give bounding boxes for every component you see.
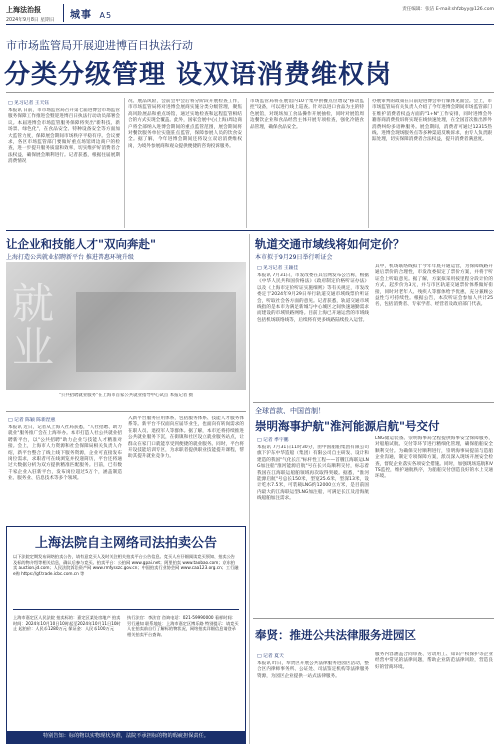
- story2-title: 让企业和技能人才"双向奔赴": [6, 237, 156, 251]
- story4-kicker: 全球首款、中国首制！: [255, 407, 325, 415]
- col-divider: [124, 98, 125, 228]
- story2-col-2: 入新平台服务应用体系，包括服务体系、技能人才服务体系等。新平台不仅面向应届毕业生，也面向有转岗需求的在职人员、退役军人等群体。据了解，本市还将持续推进公共就业服务下沉，在街镇和社区设立就业服务站点，让群众在家门口就能享受到便捷的就业服务。同时，平台将开设技能培训专区，为求职者提供职业技能提升课程，帮助其提升就业竞争力。: [128, 416, 244, 460]
- story3-col-2: 其中，机场联络线拟于今年年底开通运营，为保障线路开通后票价的合理性，市发改委拟定了票价方案，并将于听证会上听取意见。据了解，方案拟采用按里程分段计价的方式，起步价为3元，并与市区轨道交通票价体系做好衔接，同时对老年人、残疾人等群体给予优惠，充分兼顾公益性与可持续性。根据公告，本次听证会参加人共计25名，包括消费者、专家学者、经营者及政府部门代表。: [375, 264, 493, 308]
- lead-col-4: 办展审判的政策在日前迎进博会举行媒体见面会。会上，市市场监管局有关负责人介绍了今年进博会期间市场监管部门在维护消费者权益方面的"1+N"工作安排，同时进博会外籍客商消费投诉将实现在线快速处理，在全国首次推出涉外消费纠纷多语种服务。展会期间，消费者可通过12315热线、进博会现场服务点等多种渠道反映诉求，由专人负责跟踪处理，切实保障消费者合法权益，提升消费者满意度。: [372, 99, 492, 143]
- section-label: [70, 6, 112, 21]
- issue-date: 2024年9月8日 星期日: [6, 18, 55, 23]
- section-name: 城事: [70, 10, 92, 21]
- story4-col-1: 本报讯 7月31日11时30分，由中国船舶集团有限公司旗下沪东中华造船（集团）有限公司自主研发、设计和建造的我国"气化长江"标杆性工程——首艘江海联运LNG加注船"淮河能源启航"号在长兴岛顺利交付，标志着我国在江海联运船舶领域再次取得突破。据悉，"淮河能源启航"号总长150米，型宽25.6米，型深13米，设计吃水7.5米，可装载LNG约12000立方米，是目前国内最大的江海联运型LNG加注船，可满足长江及沿海航线船舶加注需求。: [257, 445, 369, 502]
- auction-notice-title: 上海法院自主网络司法拍卖公告: [34, 536, 217, 551]
- story5-byline: □ 记者 夏天: [257, 654, 284, 659]
- story4-rule: [253, 402, 494, 403]
- story3-byline: □ 见习记者 王颖佳: [257, 266, 299, 271]
- auction-right-block: 执行法官：李法官 咨询电话：021-59990000 看样时间：另行通知 联系地址：上海市嘉定区博乐路 特别提示：请竞买人在拍卖前自行了解标的物状况，网络拍卖详细信息请登录相关拍卖平台查询。: [127, 615, 239, 637]
- story2-byline: □ 记者 陈颖 陈新涅惠: [8, 418, 56, 423]
- story5-rule: [253, 618, 494, 619]
- col-divider: [246, 98, 247, 228]
- story3-title: 轨道交通市域线将如何定价？: [255, 237, 405, 251]
- header-divider: [63, 4, 64, 22]
- auction-left-block: 上海市嘉定区人民法院 拍卖标的：嘉定区某处房地产 拍卖时间：2024年10月10日10时起至2024年10月11日10时止 起拍价：人民币1280万元 保证金：人民币100万元: [13, 615, 121, 632]
- auction-divider: [13, 609, 239, 610]
- photo-overlay-glyph: 就 业: [12, 279, 55, 372]
- lead-bottom-rule: [6, 230, 494, 231]
- story3-col-1: 本报讯 7月31日，市发改委在其官网发布公告称，根据《中华人民共和国价格法》《政府制定价格听证办法》以及《上海市定价听证实施细则》等有关规定，市发改委定于2024年9月29日举行轨道交通市域线票价听证会，听取社会各方面的意见。记者获悉，轨道交通市域线指的是本市为满足新城与中心城区之间快速通勤需求而建设的市域铁路网络。目前上海已开通运营的市域线包括机场联络线等，后续将有更多线路陆续投入运营。: [257, 273, 369, 323]
- story2-col-1: 本报讯 近日，记者从上海人社局获悉，"人社招聘、助力就业"服务推广会在上海举办。本市打造人社公共就业招聘新平台，以"公共招聘"助力企业与技能人才精准对接。会上，上海市人力资源和社会保障局相关负责人介绍，新平台整合了线上线下服务资源，企业可直接发布岗位需求，求职者可在线浏览并投递简历，平台还将通过大数据分析为双方提供精准匹配服务。目前，已有数千家企业入驻新平台，发布岗位超过5万个，涵盖制造业、服务业、信息技术等多个领域。: [8, 425, 122, 482]
- masthead-logo: 上海法治报: [6, 5, 41, 14]
- story2-caption: "公共招聘就业服务"在上海市首家公共就业指导中心试点 本报记者 摄: [58, 393, 194, 398]
- story2-subtitle: 上海打造公共就业招聘新平台 推进普惠环境升级: [6, 254, 134, 261]
- col-divider: [368, 98, 369, 228]
- story5-col-2: 服务内容涵盖合同审查、劳动用工、知识产权保护等企业经营中常见的法律问题，帮助企业防范法律风险，营造良好的营商环境。: [375, 652, 493, 670]
- lead-kicker: 市市场监管局开展迎进博百日执法行动: [6, 39, 193, 52]
- editor-info: 责任编辑：张洁 E-mail:shfzbyy@126.com: [402, 7, 494, 12]
- story5-title: 奉贤：推进公共法律服务进园区: [255, 628, 416, 642]
- story4-byline: □ 记者 季宇鹏: [257, 438, 289, 443]
- auction-notice-box: [6, 526, 246, 744]
- lead-col-1: 本报讯 日前，市市场监管局召开第七届进博会市场监管服务保障工作推进会暨迎进博百日执法行动动员部署会议。本届进博会市场监管服务保障将突出"新科技、新场景、绿色化"，在食品安全、特种设备安全等方面加大监管力度，保障展会期间市场秩序平稳有序。会议要求，各区市场监管部门要做好重点场馆周边商户的检查，进一步提升服务质量和效率，切实维护好消费者合法权益，确保展会顺利进行。记者获悉，根据往届展期消费情况: [8, 108, 120, 165]
- lead-col-2: 况、展品风险，会前会中会后将分阶段开展检查工作，市市场监管局将对进博会展商实施分类分级管理，聚焦高风险展品和重点场馆，通过实地检查和远程监管相结合的方式实现全覆盖。此外，国家会展中心(上海)周边商户将全部纳入进博会期间的重点监管范围，展会期间将对餐饮服务单位实施驻点监管，保障参展人员的饮食安全。据了解，今年进博会期间还将设立双语消费维权岗，为境外参展商和观众提供便捷的咨询投诉服务。: [128, 99, 242, 149]
- job-fair-photo: [6, 262, 246, 390]
- page-column-divider: [249, 234, 250, 744]
- photo-crowd: [76, 292, 236, 372]
- story3-subtitle: 本市拟于9月29日举行听证会: [255, 254, 333, 261]
- story4-title: 崇明海事护航"淮河能源启航"号交付: [255, 419, 440, 433]
- story2-rule: [6, 411, 246, 412]
- header-rule: [6, 24, 494, 25]
- auction-footer: 特别告知：标的物以实物现状为准，法院不承担标的物的瑕疵担保责任。: [7, 731, 245, 743]
- story4-col-2: LNG储运装备。崇明海事局全程提供海事安全保障服务，对船舶试航、交付等环节进行精细化管理，确保船舶安全顺利交付。为确保交付顺利进行，崇明海事局提前与造船企业沟通，制定专项保障方案，派员深入现场开展安全检查，督促企业落实各项安全措施。同时，加强现场巡航和VTS监控，维护通航秩序，为船舶交付创造良好的水上交通环境。: [375, 436, 493, 480]
- lead-byline: □ 见习记者 王天钰: [8, 101, 50, 106]
- lead-rule: [6, 92, 494, 93]
- lead-headline: 分类分级管理 设双语消费维权岗: [4, 60, 393, 90]
- auction-notice-body: 以下法院定期发布网络拍卖公告，请有意竞买人及时关注相关拍卖平台公告信息。竞买人应仔细阅读竞买须知、拍卖公告及标的物介绍等相关信息，确认后参与竞买。拍卖平台：公拍网 www.gpai.net；阿里拍卖 www.taobao.com；京东拍卖 auction.jd.com；人民法院诉讼资产网 www.rmfysszc.gov.cn；中国拍卖行业协会网 www.caa123.org.cn；工行融e购 https://gf.trade.icbc.com.cn 等: [13, 554, 239, 576]
- page-number: A5: [99, 11, 113, 20]
- lead-col-3: 市场监管局将在展馆内10个集中供餐点位增设"移动监控"设备，可以进行线上巡查。针对以进口食品为主的特色展馆，对现场加工食品操作开展抽检，同时对展馆周边餐饮企业和食品经营主体开展专项检查，强化冷链食品管理，确保食品安全。: [250, 99, 364, 130]
- story5-col-1: 本报讯 昨日，奉贤区开展公共法律服务进园区活动，整合区内律师事务所、公证处、司法鉴定机构等法律服务资源，为园区企业提供一站式法律服务。: [257, 661, 369, 679]
